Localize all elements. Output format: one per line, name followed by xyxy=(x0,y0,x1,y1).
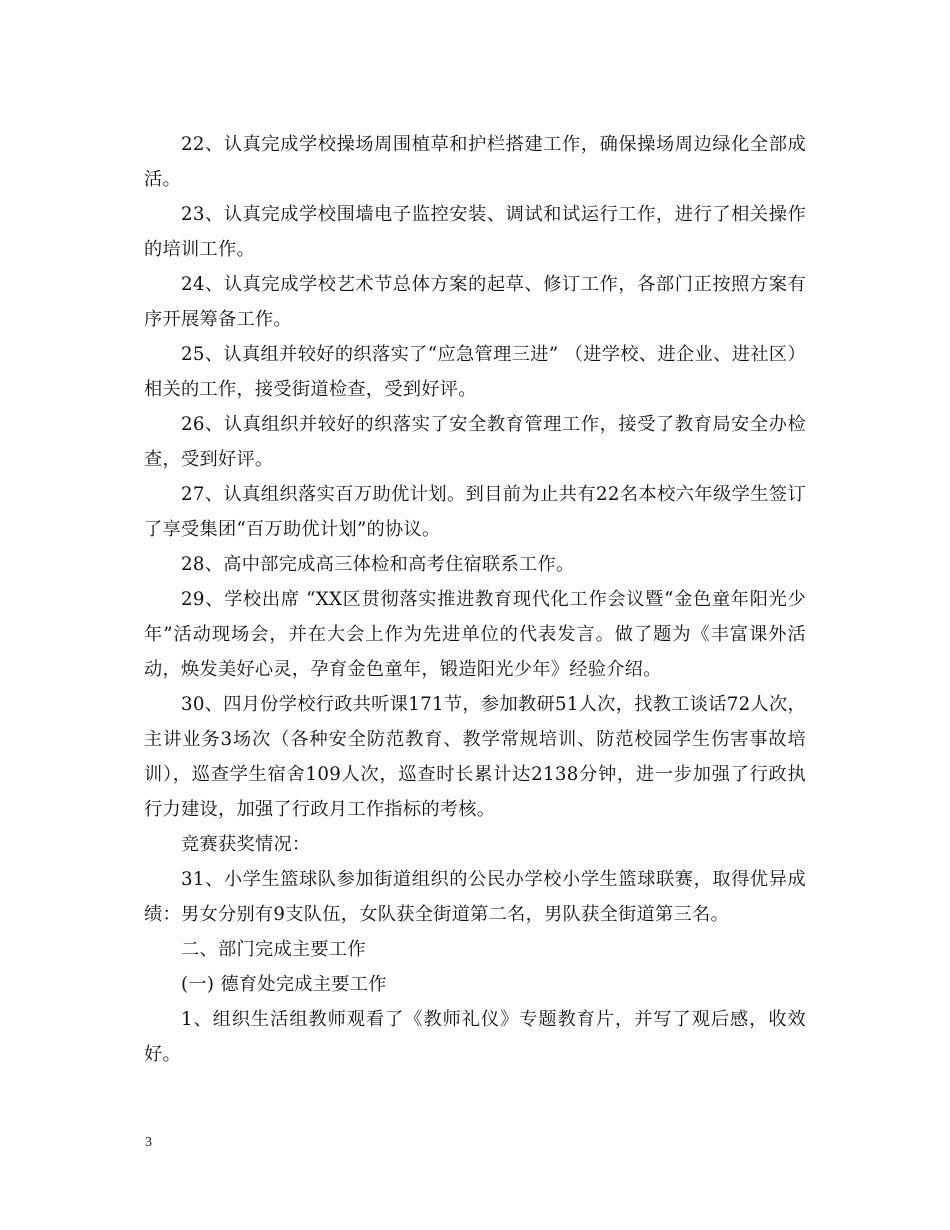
document-body xyxy=(144,127,806,1072)
paragraph-27: 27、认真组织落实百万助优计划。到目前为止共有22名本校六年级学生签订了享受集团“百万助优计划”的协议。 xyxy=(144,484,806,540)
paragraph-31: 31、小学生篮球队参加街道组织的公民办学校小学生篮球联赛，取得优异成绩：男女分别有9支队伍，女队获全街道第二名，男队获全街道第三名。 xyxy=(144,869,806,925)
subsection-heading-moral-education: (一) 德育处完成主要工作 xyxy=(181,974,387,995)
paragraph-28: 28、高中部完成高三体检和高考住宿联系工作。 xyxy=(181,554,575,575)
paragraph-30: 30、四月份学校行政共听课171节，参加教研51人次，找教工谈话72人次，主讲业务3场次（各种安全防范教育、教学常规培训、防范校园学生伤害事故培训），巡查学生宿舍109人次，巡查时长累计达2138分钟，进一步加强了行政执行力建设，加强了行政月工作指标的考核。 xyxy=(144,694,806,820)
paragraph-24: 24、认真完成学校艺术节总体方案的起草、修订工作，各部门正按照方案有序开展筹备工作。 xyxy=(144,274,806,330)
paragraph-26: 26、认真组织并较好的织落实了安全教育管理工作，接受了教育局安全办检查，受到好评。 xyxy=(144,414,806,470)
paragraph-29: 29、学校出席 “XX区贯彻落实推进教育现代化工作会议暨“金色童年阳光少年”活动现场会，并在大会上作为先进单位的代表发言。做了题为《丰富课外活动，焕发美好心灵，孕育金色童年，锻造阳光少年》经验介绍。 xyxy=(144,589,806,680)
paragraph-25: 25、认真组并较好的织落实了“应急管理三进” （进学校、进企业、进社区）相关的工作，接受街道检查，受到好评。 xyxy=(144,344,806,400)
competition-heading: 竞赛获奖情况： xyxy=(181,834,311,855)
paragraph-23: 23、认真完成学校围墙电子监控安装、调试和试运行工作，进行了相关操作的培训工作。 xyxy=(144,204,806,260)
paragraph-22: 22、认真完成学校操场周围植草和护栏搭建工作，确保操场周边绿化全部成活。 xyxy=(144,134,806,190)
section-heading-departments: 二、部门完成主要工作 xyxy=(181,939,366,960)
page-number: 3 xyxy=(145,1135,152,1150)
paragraph-1: 1、组织生活组教师观看了《教师礼仪》专题教育片，并写了观后感，收效好。 xyxy=(144,1009,806,1065)
